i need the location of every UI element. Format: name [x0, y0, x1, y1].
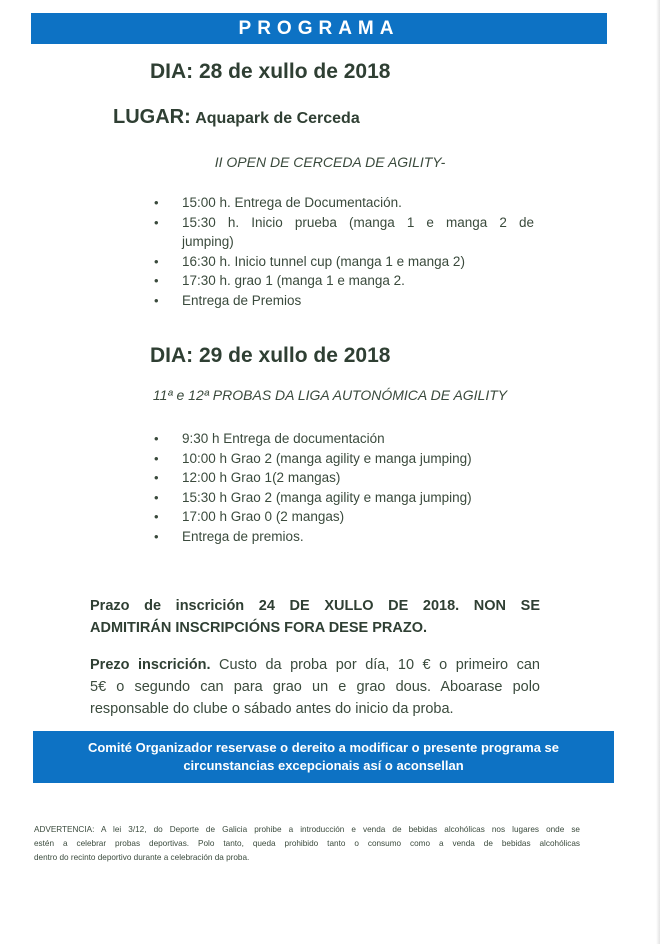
list-item: • 12:00 h Grao 1(2 mangas): [154, 468, 554, 488]
venue-label: LUGAR:: [113, 106, 191, 128]
day2-title: DIA: 29 de xullo de 2018: [150, 344, 391, 367]
list-item: • 15:00 h. Entrega de Documentación.: [154, 193, 534, 213]
registration-fee: [90, 654, 540, 720]
venue-value: Aquapark de Cerceda: [195, 110, 360, 127]
list-item: • 16:30 h. Inicio tunnel cup (manga 1 e manga 2): [154, 252, 534, 272]
fee-line-1: Prezo inscrición. Custo da proba por día, 10 € o primeiro can: [90, 657, 540, 673]
day1-schedule-list: [154, 193, 534, 310]
program-title: PROGRAMA: [238, 17, 400, 39]
fee-line-3: responsable do clube o sábado antes do inicio da proba.: [90, 701, 454, 717]
list-item: • 15:30 h. Inicio prueba (manga 1 e manga 2 de jumping): [154, 213, 534, 252]
fee-label: Prezo inscrición.: [90, 657, 211, 673]
organizer-notice: [33, 731, 614, 783]
notice-line-2: circunstancias excepcionais así o aconsellan: [183, 758, 464, 773]
notice-line-1: Comité Organizador reservase o dereito a modificar o presente programa se: [87, 740, 560, 755]
program-header: [31, 13, 607, 44]
day1-title: DIA: 28 de xullo de 2018: [150, 60, 391, 83]
fee-line-2: 5€ o segundo can para grao un e grao dous. Aboarase polo: [90, 679, 540, 695]
warning-line-1: ADVERTENCIA: A lei 3/12, do Deporte de Galicia prohibe a introducción e venda de bebidas alcohólicas nos lugares onde se: [34, 825, 580, 834]
warning-line-2: estén a celebrar probas deportivas. Polo tanto, queda prohibido tanto o consumo como a venda de bebidas alcohólicas: [34, 839, 580, 848]
warning-line-3: dentro do recinto deportivo durante a celebración da proba.: [34, 853, 250, 862]
list-item: • Entrega de premios.: [154, 527, 554, 547]
registration-deadline: [90, 595, 540, 639]
day1-event-title: II OPEN DE CERCEDA DE AGILITY-: [214, 154, 446, 170]
day2-event-title: 11ª e 12ª PROBAS DA LIGA AUTONÓMICA DE AGILITY: [152, 387, 508, 403]
list-item: • Entrega de Premios: [154, 291, 534, 311]
alcohol-warning: [34, 823, 580, 865]
venue-line: [113, 106, 360, 129]
list-item: • 17:00 h Grao 0 (2 mangas): [154, 507, 554, 527]
list-item: • 17:30 h. grao 1 (manga 1 e manga 2.: [154, 271, 534, 291]
page-edge-shadow: [656, 0, 660, 944]
list-item: • 9:30 h Entrega de documentación: [154, 429, 554, 449]
day2-schedule-list: [154, 429, 554, 546]
list-item: • 10:00 h Grao 2 (manga agility e manga jumping): [154, 449, 554, 469]
deadline-line-2: ADMITIRÁN INSCRIPCIÓNS FORA DESE PRAZO.: [90, 620, 428, 636]
list-item: • 15:30 h Grao 2 (manga agility e manga jumping): [154, 488, 554, 508]
deadline-line-1: Prazo de inscrición 24 DE XULLO DE 2018. NON SE: [90, 598, 540, 614]
